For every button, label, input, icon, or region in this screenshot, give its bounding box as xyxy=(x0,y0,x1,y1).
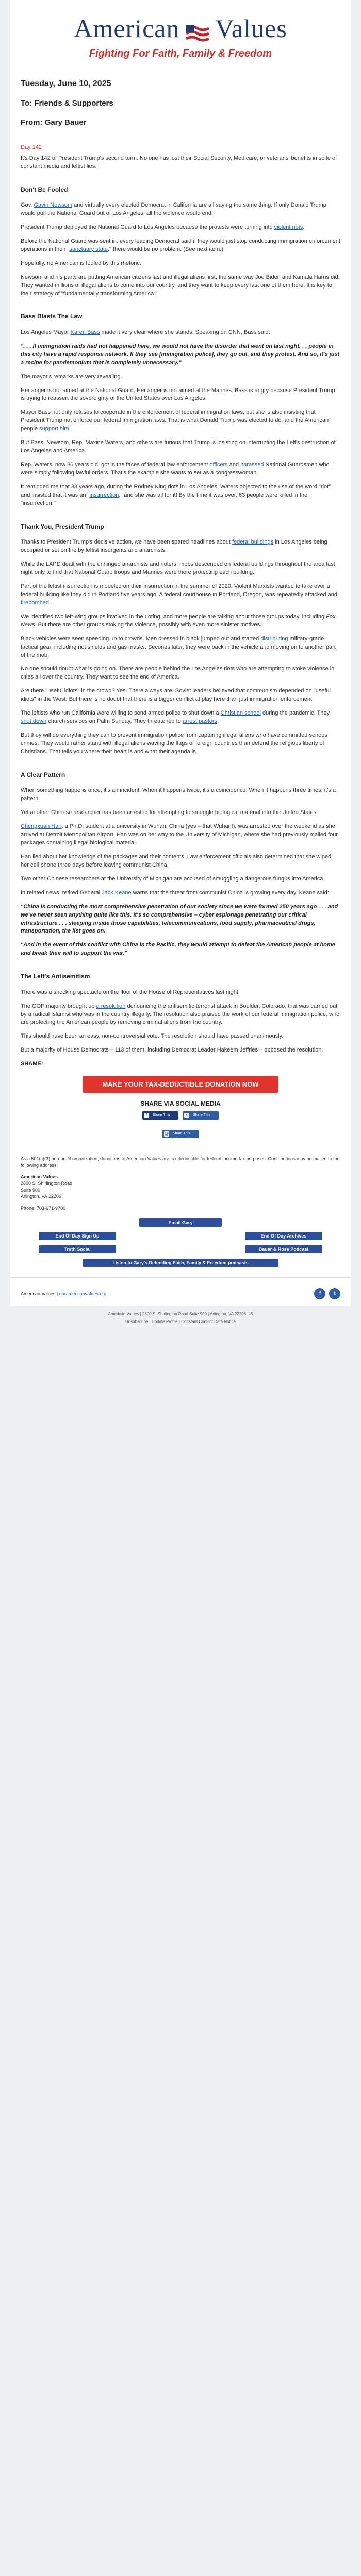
listen-podcasts-button[interactable]: Listen to Gary's Defending Faith, Family & Freedom podcasts xyxy=(83,1259,278,1267)
paragraph: Han lied about her knowledge of the packages and their contents. Law enforcement officials also determined that she wiped her cell phone three days before leaving communist China. xyxy=(21,853,332,868)
paragraph: Thanks to President Trump's decisive action, we have been spared headlines about federal buildings in Los Angeles being occupied or set on fire by leftist insurgents and anarchists. xyxy=(21,539,327,554)
quote-keane-2: "And in the event of this conflict with China in the Pacific, they would attempt to defeat the American people at home and break their will to support the war." xyxy=(21,942,335,957)
website-link[interactable]: ouramericanvalues.org xyxy=(59,1291,107,1297)
email-gary-row xyxy=(10,1218,351,1227)
social-icons xyxy=(312,1288,340,1299)
link-karen-bass[interactable]: Karen Bass xyxy=(70,329,100,335)
share-row-top xyxy=(10,1111,351,1127)
link-gavin-newsom[interactable]: Gavin Newsom xyxy=(34,202,73,209)
twitter-icon: t xyxy=(184,1113,189,1118)
unsubscribe-link[interactable]: Unsubscribe xyxy=(125,1319,149,1325)
link-federal-buildings[interactable]: federal buildings xyxy=(232,539,274,546)
paragraph: The mayor's remarks are very revealing. xyxy=(21,373,122,380)
link-insurrection[interactable]: insurrection xyxy=(89,492,119,498)
memo-body xyxy=(10,155,351,1069)
paragraph: In related news, retired General Jack Keane warns that the threat from communist China is growing every day. Keane said: xyxy=(21,889,329,896)
paragraph: While the LAPD dealt with the unhinged anarchists and rioters, mobs descended on federal buildings throughout the area last night only to find that National Guard troops and Marines were there protecting each building. xyxy=(21,561,335,575)
paragraph: Yet another Chinese researcher has been arrested for attempting to smuggle biological material into the United States. xyxy=(21,809,318,816)
link-distributing[interactable]: distributing xyxy=(260,635,288,642)
paragraph: But a majority of House Democrats – 113 of them, including Democrat Leader Hakeem Jeffries – opposed the resolution. xyxy=(21,1047,323,1054)
share-twitter-button[interactable]: t Share This Email xyxy=(183,1111,219,1120)
paragraph: Part of the leftist insurrection is modeled on their insurrection in the summer of 2020. Violent Marxists wanted to take over a federal building like they did in Portland five years ago. A federal courthouse in Portland, Oregon, was repeatedly attacked and firebombed. xyxy=(21,583,337,606)
pill-row-2 xyxy=(10,1245,351,1253)
footer-info xyxy=(10,1156,351,1211)
email-icon: @ xyxy=(165,1131,169,1137)
brand-footer xyxy=(10,1277,351,1306)
share-email-button[interactable]: @ Share This Email xyxy=(162,1130,199,1138)
paragraph: Chengxuan Han, a Ph.D. student at a university in Wuhan, China (yes – that Wuhan!), was arrested over the weekend as she arrived at Detroit Metropolitan Airport. Han was on her way to the University of Michigan, where she had previously mailed four packages containing illegal biological material. xyxy=(21,823,338,846)
section-title-bass-blasts: Bass Blasts The Law xyxy=(21,313,83,320)
org-street: 2800 S. Shirlington Road xyxy=(21,1181,73,1186)
section-title-thank-you: Thank You, President Trump xyxy=(21,522,104,530)
header xyxy=(10,0,351,64)
share-facebook-button[interactable]: f Share This Email xyxy=(142,1111,178,1120)
paragraph: But Bass, Newsom, Rep. Maxine Waters, and others are furious that Trump is insisting on interrupting the Left's destruction of Los Angeles and America. xyxy=(21,439,336,454)
paragraph: We identified two left-wing groups involved in the rioting, and more people are talking about those groups today, including Fox News. But there are other groups stoking the violence, possibly with even more sinister motives. xyxy=(21,613,336,628)
paragraph: The GOP majority brought up a resolution denouncing the antisemitic terrorist attack in Boulder, Colorado, that was carried out by a radical Islamist who was in the country illegally. The resolution also praised the work of our federal immigration police, who are protecting the American people by removing criminal aliens from the country. xyxy=(21,1003,340,1026)
paragraph: But they will do everything they can to prevent immigration police from capturing illegal aliens who have committed serious crimes. They would rather stand with illegal aliens waving the flags of foreign countries than defend the religious liberty of Christians. That tells you where their heart is and what their agenda is. xyxy=(21,732,327,755)
email-gary-button[interactable]: Email Gary xyxy=(139,1218,222,1227)
listen-row xyxy=(10,1259,351,1267)
link-resolution[interactable]: a resolution xyxy=(96,1003,126,1009)
paragraph: Black vehicles were seen speeding up to crowds. Men dressed in black jumped out and started distributing military-grade tactical gear, including riot shields and gas masks. Seconds later, they were back in the vehicle and moving on to another part of the mob. xyxy=(21,635,336,658)
archives-button[interactable]: End Of Day Archives xyxy=(245,1232,322,1240)
paragraph: Hopefully, no American is fooled by this rhetoric. xyxy=(21,260,141,266)
memo-from: From: Gary Bauer xyxy=(21,117,87,127)
paragraph: Gov. Gavin Newsom and virtually every elected Democrat in California are all saying the same thing: If only Donald Trump would pull the National Guard out of Los Angeles, all the violence would end! xyxy=(21,202,326,216)
facebook-icon: f xyxy=(144,1113,149,1118)
footer-links: Unsubscribe | Update Profile | Constant Contact Data Notice xyxy=(125,1319,236,1325)
org-phone: Phone: 703-671-9700 xyxy=(21,1205,66,1211)
day-label: Day 142 xyxy=(21,144,42,150)
brand-footer-text: American Values | ouramericanvalues.org xyxy=(21,1291,107,1297)
link-sanctuary-state[interactable]: sanctuary state xyxy=(69,246,108,252)
paragraph: No one should doubt what is going on. There are people behind the Los Angeles riots who are attempting to stoke violence in cities all over the country. They want to see the end of America. xyxy=(21,666,335,681)
org-suite: Suite 900 xyxy=(21,1187,41,1193)
share-title: SHARE VIA SOCIAL MEDIA xyxy=(140,1100,221,1108)
link-firebombed[interactable]: firebombed xyxy=(21,599,50,606)
memo-to: To: Friends & Supporters xyxy=(21,98,113,108)
paragraph: Los Angeles Mayor Karen Bass made it very clear where she stands. Speaking on CNN, Bass said: xyxy=(21,329,270,335)
paragraph: President Trump deployed the National Guard to Los Angeles because the protests were turning into violent riots. xyxy=(21,224,305,230)
link-chengxuan-han[interactable]: Chengxuan Han xyxy=(21,823,62,830)
twitter-icon[interactable]: t xyxy=(329,1288,340,1299)
paragraph: It reminded me that 33 years ago, during the Rodney King riots in Los Angeles, Waters objected to the use of the word "riot" and insisted that it was an "insurrection," and she was all for it! By the time it was over, 63 people were killed in the "insurrection." xyxy=(21,483,331,506)
link-christian-school[interactable]: Christian school xyxy=(220,710,261,717)
section-title-clear-pattern: A Clear Pattern xyxy=(21,771,65,778)
section-title-dont-be-fooled: Don't Be Fooled xyxy=(21,185,68,193)
link-jack-keane[interactable]: Jack Keane xyxy=(102,889,132,896)
nonprofit-note: As a 501(c)(3) non-profit organization, donations to American Values are tax deductible for federal income tax purposes. Contributions may be mailed to the following address: xyxy=(21,1156,340,1168)
intro-paragraph: It's Day 142 of President Trump's second term. No one has lost their Social Security, Medicare, or veterans' benefits in spite of constant media and leftist lies. xyxy=(21,155,337,170)
paragraph: Are there "useful idiots" in the crowd? Yes. There always are. Soviet leaders believed that communism depended on "useful idiots" in the West. But there is no doubt that there is a bigger conflict at play here than just immigration enforcement. xyxy=(21,688,331,703)
signup-button[interactable]: End Of Day Sign Up xyxy=(39,1232,116,1240)
quote-keane-1: "China is conducting the most comprehensive penetration of our society since we were formed 250 years ago . . . and we've never seen anything quite like this. It's so comprehensive – cyber espionage penetrating our critical infrastructure . . . sleeping inside those capabilities, telecommunications, food supply, pharmaceutical drugs, transportation, the list goes on. xyxy=(21,903,338,935)
data-notice-link[interactable]: Constant Contact Data Notice xyxy=(181,1319,236,1325)
podcast-button[interactable]: Bauer & Rose Podcast xyxy=(245,1245,322,1253)
section-title-antisemitism: The Left's Antisemitism xyxy=(21,973,90,980)
link-support-him[interactable]: support him xyxy=(39,426,69,432)
paragraph: Before the National Guard was sent in, every leading Democrat said if they would just stop conducting immigration enforcement operations in their "sanctuary state," there would be no problem. (See next item.) xyxy=(21,238,340,252)
paragraph: Newsom and his party are putting American citizens last and illegal aliens first, the same way Joe Biden and Kamala Harris did. They wanted millions of illegal aliens to come into our country, and they want to keep every last one of them here. It is key to their strategy of "fundamentally transforming America." xyxy=(21,274,340,297)
update-profile-link[interactable]: Update Profile xyxy=(151,1319,178,1325)
link-arrest-pastors[interactable]: arrest pastors xyxy=(182,718,218,725)
link-shut-down[interactable]: shut down xyxy=(21,718,47,725)
org-city: Arlington, VA 22206 xyxy=(21,1194,61,1199)
facebook-icon[interactable]: f xyxy=(314,1288,325,1299)
paragraph: Rep. Waters, now 86 years old, got in the faces of federal law enforcement officers and harassed National Guardsmen who were simply following lawful orders. That's the example she wants to set as a congresswoman. xyxy=(21,462,330,477)
email-container xyxy=(10,0,351,1306)
share-row-bottom xyxy=(10,1130,351,1145)
link-officers[interactable]: officers xyxy=(209,462,228,468)
org-name: American Values xyxy=(21,1174,58,1180)
link-violent-riots[interactable]: violent riots xyxy=(274,224,303,230)
shame-line: SHAME! xyxy=(21,1061,43,1067)
tagline: Fighting For Faith, Family & Freedom xyxy=(89,47,272,59)
logo xyxy=(74,13,287,44)
pill-row-1 xyxy=(10,1232,351,1240)
paragraph: The leftists who run California were willing to send armed police to shut down a Christian school during the pandemic. They shut down church services on Palm Sunday. They threatened to arrest pastors. xyxy=(21,710,330,725)
logo-right-text: Values xyxy=(215,14,287,43)
paragraph: When something happens once, it's an incident. When it happens twice, it's a coincidence. When it happens three times, it's a pattern. xyxy=(21,787,336,802)
address-bar: American Values | 2800 S. Shirlington Road Suite 900 | Arlington, VA 22206 US xyxy=(108,1312,253,1317)
memo-date: Tuesday, June 10, 2025 xyxy=(21,79,111,88)
paragraph: This should have been an easy, non-controversial vote. The resolution should have passed unanimously. xyxy=(21,1033,284,1040)
logo-left-text: American xyxy=(74,14,180,43)
donate-button[interactable]: MAKE YOUR TAX-DEDUCTIBLE DONATION NOW xyxy=(83,1076,278,1093)
flag-icon xyxy=(185,24,210,42)
paragraph: There was a shocking spectacle on the floor of the House of Representatives last night. xyxy=(21,989,240,995)
quote-bass: ". . . If immigration raids had not happened here, we would not have the disorder that went on last night. . . people in this city have a rapid response network. If they see [immigration police], they go out, and they protest. And so, it's just a recipe for pandemonium that is completely unnecessary." xyxy=(21,343,340,366)
truth-social-button[interactable]: Truth Social xyxy=(39,1245,116,1253)
memo-meta xyxy=(10,79,351,127)
link-harassed[interactable]: harassed xyxy=(240,462,264,468)
paragraph: Her anger is not aimed at the National Guard. Her anger is not aimed at the Marines. Bass is angry because President Trump is trying to reassert the sovereignty of the United States over Los Angeles. xyxy=(21,387,335,402)
paragraph: Mayor Bass not only refuses to cooperate in the enforcement of federal immigration laws, but she is also insisting that President Trump not enforce our federal immigration laws. That is what Donald Trump was elected to do, and the American people support him. xyxy=(21,409,329,432)
paragraph: Two other Chinese researchers at the University of Michigan are accused of smuggling a dangerous fungus into America. xyxy=(21,875,325,882)
